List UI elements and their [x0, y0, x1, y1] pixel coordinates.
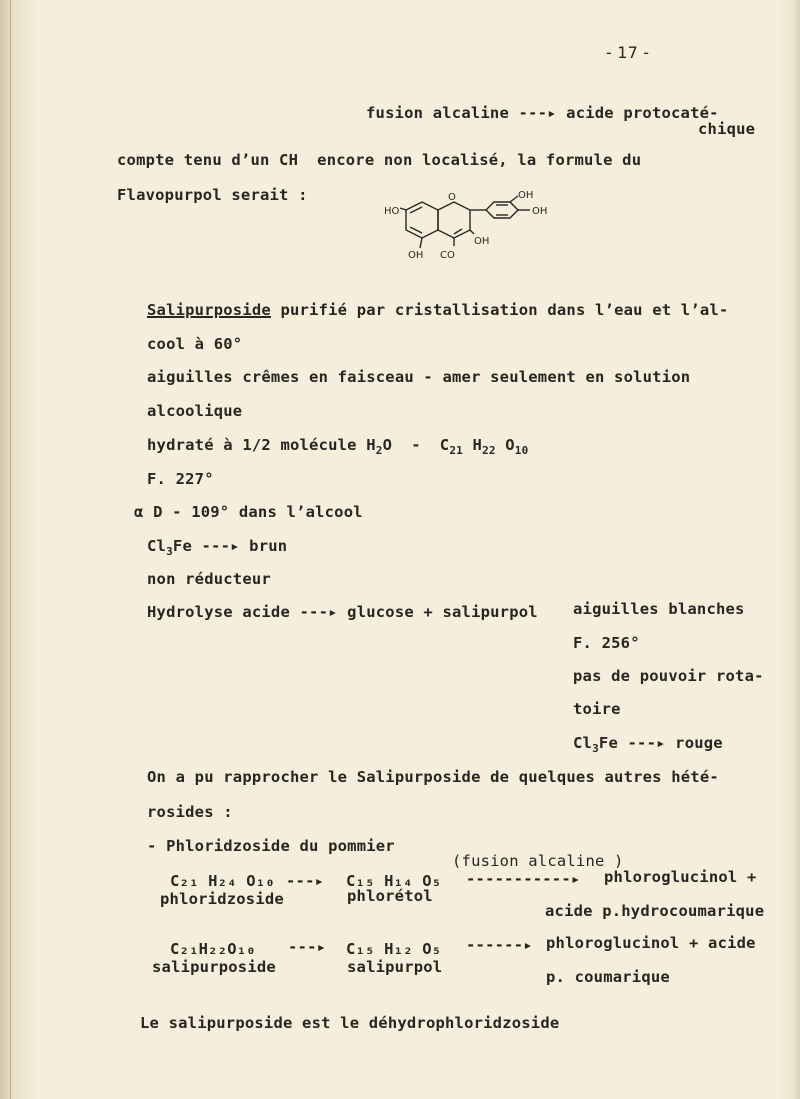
reaction1-arrow1: ---▸: [286, 872, 325, 890]
formula-oh-mid: OH: [474, 236, 490, 247]
comparison-intro2: rosides :: [147, 803, 233, 821]
reaction2-name2: salipurpol: [347, 958, 443, 976]
formula-oh-right: OH: [532, 206, 548, 217]
reaction1-product: phloroglucinol +: [604, 868, 757, 886]
page-number: - 17 -: [606, 43, 650, 62]
reaction2-formula1: C₂₁H₂₂O₁₀: [170, 940, 256, 958]
reaction1-formula1: C₂₁ H₂₄ O₁₀: [170, 872, 275, 890]
salipurpol-right2: F. 256°: [573, 634, 640, 652]
salipurpol-right5: $Cl_3Fe$ ---▸ rouge: [573, 734, 723, 755]
salipurposide-title: Salipurposide: [147, 301, 271, 319]
page-right-edge: [778, 0, 800, 1099]
salipurposide-line1-rest: purifié par cristallisation dans l’eau et l’al-: [270, 301, 729, 319]
reaction2-product2: p. coumarique: [546, 968, 670, 986]
formula-ho-left: HO: [384, 206, 400, 217]
flavopurpol-structure: [378, 188, 558, 268]
formula-oh-bottom: OH: [408, 250, 424, 261]
salipurposide-line2: cool à 60°: [147, 335, 243, 353]
salipurposide-line1: [147, 301, 728, 319]
reaction2-name1: salipurposide: [152, 958, 276, 976]
reaction1-product2: acide p.hydrocoumarique: [545, 902, 765, 920]
salipurposide-line10: Hydrolyse acide ---▸ glucose + salipurpol: [147, 603, 538, 621]
line-compte-tenu: compte tenu d’un CH encore non localisé, la formule du: [117, 151, 642, 169]
line-fusion-alcaline: fusion alcaline ---▸ acide protocaté-: [366, 104, 719, 122]
formula-o-top: O: [448, 192, 456, 203]
formula-co: CO: [440, 250, 455, 261]
salipurposide-line3: aiguilles crêmes en faisceau - amer seulement en solution: [147, 368, 691, 386]
comparison-intro1: On a pu rapprocher le Salipurposide de quelques autres hété-: [147, 768, 719, 786]
reaction2-arrow1: ---▸: [288, 938, 327, 956]
salipurpol-right1: aiguilles blanches: [573, 600, 745, 618]
reaction1-name2: phlorétol: [347, 887, 433, 905]
reaction2-arrow2: ------▸: [466, 936, 533, 954]
salipurpol-right4: toire: [573, 700, 621, 718]
conclusion-line: Le salipurposide est le déhydrophloridzoside: [140, 1014, 560, 1032]
salipurposide-line8: $Cl_3Fe$ ---▸ brun: [147, 537, 288, 558]
comparison-fusion: (fusion alcaline ): [452, 852, 624, 870]
reaction2-product: phloroglucinol + acide: [546, 934, 756, 952]
reaction1-formula2: C₁₅ H₁₄ O₅: [346, 872, 442, 890]
reaction1-name1: phloridzoside: [160, 890, 284, 908]
salipurposide-line4: alcoolique: [147, 402, 243, 420]
comparison-item: - Phloridzoside du pommier: [147, 837, 395, 855]
salipurposide-line5: hydraté à 1/2 molécule $H_2O - C_{21}$ $H_{22}$ $O_{10}$: [147, 436, 529, 457]
reaction2-formula2: C₁₅ H₁₂ O₅: [346, 940, 442, 958]
salipurposide-line6: F. 227°: [147, 470, 214, 488]
salipurposide-line9: non réducteur: [147, 570, 271, 588]
salipurpol-right3: pas de pouvoir rota-: [573, 667, 764, 685]
page-binding-edge: [0, 0, 38, 1099]
salipurposide-line7: α D - 109° dans l’alcool: [134, 503, 363, 521]
formula-oh-top: OH: [518, 190, 534, 201]
line-flavopurpol: Flavopurpol serait :: [117, 186, 308, 204]
line-chique: chique: [698, 120, 756, 138]
reaction1-arrow2: -----------▸: [466, 870, 581, 888]
